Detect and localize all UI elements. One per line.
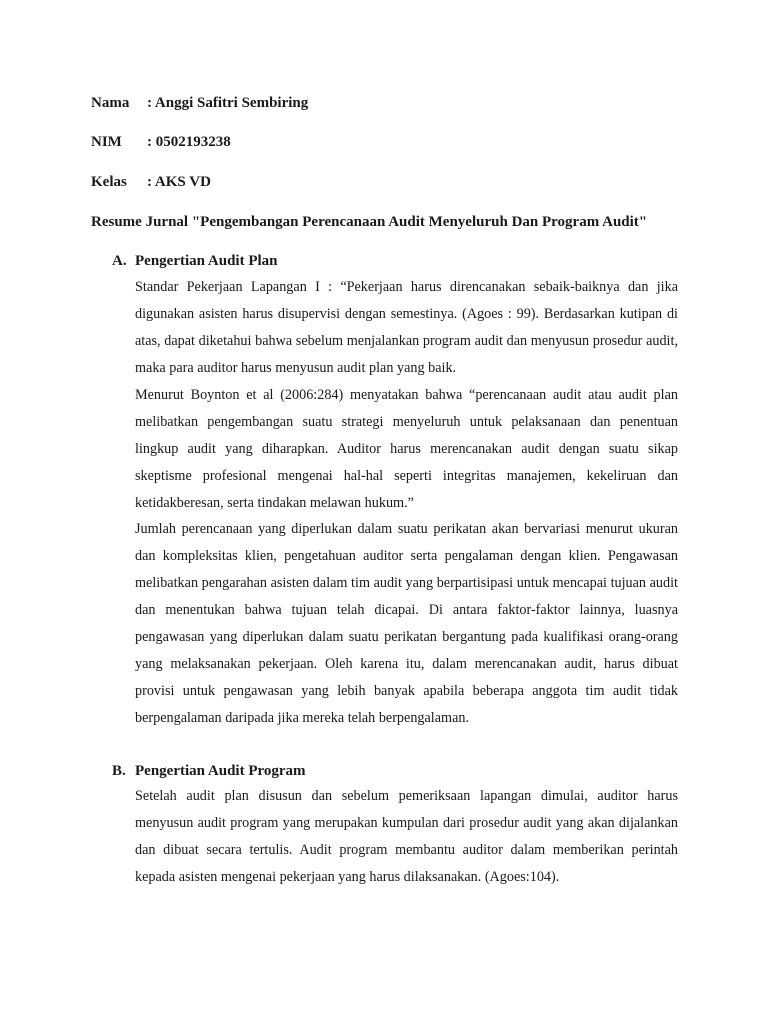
class-value: : AKS VD <box>147 174 211 190</box>
section-b-title: Pengertian Audit Program <box>135 763 306 779</box>
section-a-title: Pengertian Audit Plan <box>135 253 278 269</box>
nim-value: : 0502193238 <box>147 134 231 150</box>
section-b-letter: B. <box>112 763 126 779</box>
section-a-heading <box>112 251 278 271</box>
section-b-heading <box>112 761 306 781</box>
document-title: Resume Jurnal "Pengembangan Perencanaan Audit Menyeluruh Dan Program Audit" <box>91 214 648 230</box>
section-b-paragraph-1: Setelah audit plan disusun dan sebelum pemeriksaan lapangan dimulai, auditor harus menyusun audit program yang merupakan kumpulan dari prosedur audit yang akan dijalankan dan dibuat secara tertulis. Audit program membantu auditor dalam memberikan perintah kepada asisten mengenai pekerjaan yang harus dilaksanakan. (Agoes:104). <box>135 788 678 885</box>
section-a-paragraph-1: Standar Pekerjaan Lapangan I : “Pekerjaan harus direncanakan sebaik-baiknya dan jika digunakan asisten harus disupervisi dengan semestinya. (Agoes : 99). Berdasarkan kutipan di atas, dapat diketahui bahwa sebelum menjalankan program audit dan menyusun prosedur audit, maka para auditor harus menyusun audit plan yang baik. <box>135 279 678 376</box>
name-label: Nama <box>91 95 130 111</box>
section-a-paragraph-2: Menurut Boynton et al (2006:284) menyatakan bahwa “perencanaan audit atau audit plan melibatkan pengembangan suatu strategi menyeluruh untuk pelaksanaan dan penentuan lingkup audit yang diharapkan. Auditor harus merencanakan audit dengan suatu sikap skeptisme profesional mengenai hal-hal seperti integritas manajemen, kekeliruan dan ketidakberesan, serta tindakan melawan hukum.” <box>135 387 678 511</box>
section-a-letter: A. <box>112 253 127 269</box>
student-class-row <box>91 172 211 192</box>
class-label: Kelas <box>91 174 127 190</box>
student-nim-row <box>91 132 231 152</box>
nim-label: NIM <box>91 134 122 150</box>
name-value: : Anggi Safitri Sembiring <box>147 95 309 111</box>
section-a-paragraph-3: Jumlah perencanaan yang diperlukan dalam suatu perikatan akan bervariasi menurut ukuran dan kompleksitas klien, pengetahuan auditor serta pengalaman dengan klien. Pengawasan melibatkan pengarahan asisten dalam tim audit yang berpartisipasi untuk mencapai tujuan audit dan menentukan bahwa tujuan telah dicapai. Di antara faktor-faktor lainnya, luasnya pengawasan yang diperlukan dalam suatu perikatan bergantung pada kualifikasi orang-orang yang melaksanakan pekerjaan. Oleh karena itu, dalam merencanakan audit, harus dibuat provisi untuk pengawasan yang lebih banyak apabila beberapa anggota tim audit tidak berpengalaman daripada jika mereka telah berpengalaman. <box>135 521 678 726</box>
student-name-row <box>91 93 308 113</box>
